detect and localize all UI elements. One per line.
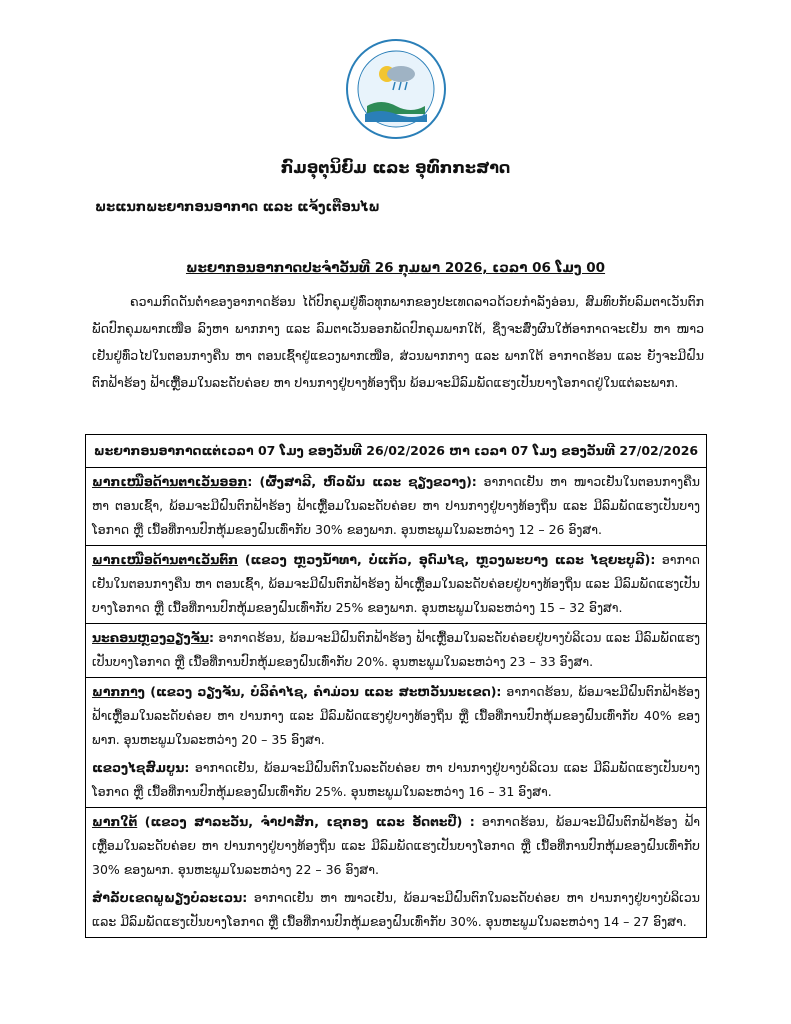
region-name: ພາກໃຕ້: [92, 814, 138, 829]
region-name: ພາກກາງ: [92, 684, 145, 699]
region-paragraph: [92, 756, 700, 804]
region-provinces: (ແຂວງ ສາລະວັນ, ຈໍາປາສັກ, ເຊກອງ ແລະ ອັດຕະປື) :: [137, 814, 475, 829]
region-paragraph: [92, 470, 700, 542]
region-name: ພາກເໜືອດ້ານຕາເວັນອອກ: [92, 474, 248, 489]
region-paragraph: [92, 680, 700, 752]
region-provinces: :: [209, 630, 214, 645]
department-logo: [345, 38, 447, 140]
region-cell: [86, 468, 707, 546]
forecast-intro: ຄວາມກົດດັນຕໍ່າຂອງອາກາດຮ້ອນ ໄດ້ປົກຄຸມຢູ່ທົ່ວທຸກພາກຂອງປະເທດລາວດ້ວຍກໍາລັງອ່ອນ, ສົມທົບກັບລົມຕາເວັນຕົກພັດປົກຄຸມພາກເໜືອ ລົງຫາ ພາກກາງ ແລະ ລົມຕາເວັນອອກພັດປົກຄຸມພາກໃຕ້, ຊຶ່ງຈະສົ່ງຜົນໃຫ້ອາກາດຈະເຢັນ ຫາ ໜາວເຢັນຢູ່ທົ່ວໄປໃນຕອນກາງຄືນ ຫາ ຕອນເຊົ້າຢູ່ແຂວງພາກເໜືອ, ສ່ວນພາກກາງ ແລະ ພາກໃຕ້ ອາກາດຮ້ອນ ແລະ ຍັງຈະມີຝົນຕົກຟ້າຮ້ອງ ຟ້າເຫຼື້ອມໃນລະດັບຄ່ອຍ ຫາ ປານກາງຢູ່ບາງທ້ອງຖິ່ນ ພ້ອມຈະມີລົມພັດແຮງເປັນບາງໂອກາດຢູ່ໃນແຕ່ລະພາກ.: [92, 294, 704, 390]
region-cell: [86, 546, 707, 624]
region-row: [86, 624, 707, 678]
region-name: ພາກເໜືອດ້ານຕາເວັນຕົກ: [92, 552, 239, 567]
region-paragraph: [92, 886, 700, 934]
table-header-row: [86, 435, 707, 468]
region-forecast-text: ອາກາດເຢັນ ຫາ ໜາວເຢັນໃນຕອນກາງຄືນ ຫາ ຕອນເຊົ້າ, ພ້ອມຈະມີຝົນຕົກຟ້າຮ້ອງ ຟ້າເຫຼື້ອມໃນລະດັບຄ່ອຍ ຫາ ປານກາງຢູ່ບາງທ້ອງຖິ່ນ ແລະ ມີລົມພັດແຮງເປັນບາງໂອກາດ ຫຼື ເນື້ອທີ່ການປົກຫຸ້ມຂອງຝົນເທົ່າກັບ 30% ຂອງພາກ. ອຸນຫະພູມໃນລະຫວ່າງ 12 – 26 ອົງສາ.: [92, 474, 700, 537]
region-cell: [86, 808, 707, 938]
region-cell: [86, 624, 707, 678]
region-row: [86, 546, 707, 624]
region-row: [86, 678, 707, 808]
region-provinces: :: [242, 890, 248, 905]
region-forecast-text: ອາກາດຮ້ອນ, ພ້ອມຈະມີຝົນຕົກຟ້າຮ້ອງ ຟ້າເຫຼື້ອມໃນລະດັບຄ່ອຍຢູ່ບາງບໍລິເວນ ແລະ ມີລົມພັດແຮງເປັນບາງໂອກາດ ຫຼື ເນື້ອທີ່ການປົກຫຸ້ມຂອງຝົນເທົ່າກັບ 20%. ອຸນຫະພູມໃນລະຫວ່າງ 23 – 33 ອົງສາ.: [92, 630, 700, 669]
region-row: [86, 808, 707, 938]
region-row: [86, 468, 707, 546]
region-forecast-text: ອາກາດຮ້ອນ, ພ້ອມຈະມີຝົນຕົກຟ້າຮ້ອງ ຟ້າເຫຼື້ອມໃນລະດັບຄ່ອຍ ຫາ ປານກາງຢູ່ບາງທ້ອງຖິ່ນ ແລະ ມີລົມພັດແຮງເປັນບາງໂອກາດ ຫຼື ເນື້ອທີ່ການປົກຫຸ້ມຂອງຝົນເທົ່າກັບ 30% ຂອງພາກ. ອຸນຫະພູມໃນລະຫວ່າງ 22 – 36 ອົງສາ.: [92, 814, 700, 877]
region-name: ນະຄອນຫຼວງວຽງຈັນ: [92, 630, 209, 645]
division-name: ພະແນກພະຍາກອນອາກາດ ແລະ ແຈ້ງເຕືອນໄພ: [95, 200, 380, 215]
region-provinces: : (ຜົ້ງສາລີ, ຫົວພັນ ແລະ ຊຽງຂວາງ):: [247, 474, 477, 489]
region-provinces: (ແຂວງ ວຽງຈັນ, ບໍລິຄໍາໄຊ, ຄໍາມ່ວນ ແລະ ສະຫວັນນະເຂດ):: [144, 684, 502, 699]
region-provinces: :: [184, 760, 190, 775]
table-header: ພະຍາກອນອາກາດແຕ່ເວລາ 07 ໂມງ ຂອງວັນທີ 26/02/2026 ຫາ ເວລາ 07 ໂມງ ຂອງວັນທີ 27/02/2026: [86, 435, 707, 468]
region-forecast-text: ອາກາດເຢັນໃນຕອນກາງຄືນ ຫາ ຕອນເຊົ້າ, ພ້ອມຈະມີຝົນຕົກຟ້າຮ້ອງ ຟ້າເຫຼື້ອມໃນລະດັບຄ່ອຍຢູ່ບາງທ້ອງຖິ່ນ ແລະ ມີລົມພັດແຮງເປັນບາງໂອກາດ ຫຼື ເນື້ອທີ່ການປົກຫຸ້ມຂອງຝົນເທົ່າກັບ 25% ຂອງພາກ. ອຸນຫະພູມໃນລະຫວ່າງ 15 – 32 ອົງສາ.: [92, 552, 700, 615]
region-forecast-text: ອາກາດເຢັນ ຫາ ໜາວເຢັນ, ພ້ອມຈະມີຝົນຕົກໃນລະດັບຄ່ອຍ ຫາ ປານກາງຢູ່ບາງບໍລິເວນ ແລະ ມີລົມພັດແຮງເປັນບາງໂອກາດ ຫຼື ເນື້ອທີ່ການປົກຫຸ້ມຂອງຝົນເທົ່າກັບ 30%. ອຸນຫະພູມໃນລະຫວ່າງ 14 – 27 ອົງສາ.: [92, 890, 700, 929]
region-forecast-text: ອາກາດເຢັນ, ພ້ອມຈະມີຝົນຕົກໃນລະດັບຄ່ອຍ ຫາ ປານກາງຢູ່ບາງບໍລິເວນ ແລະ ມີລົມພັດແຮງເປັນບາງໂອກາດ ຫຼື ເນື້ອທີ່ການປົກຫຸ້ມຂອງຝົນເທົ່າກັບ 25%. ອຸນຫະພູມໃນລະຫວ່າງ 16 – 31 ອົງສາ.: [92, 760, 700, 799]
forecast-title: ພະຍາກອນອາກາດປະຈໍາວັນທີ 26 ກຸມພາ 2026, ເວລາ 06 ໂມງ 00: [185, 260, 606, 276]
region-forecast-text: ອາກາດຮ້ອນ, ພ້ອມຈະມີຝົນຕົກຟ້າຮ້ອງ ຟ້າເຫຼື້ອມໃນລະດັບຄ່ອຍ ຫາ ປານກາງ ແລະ ມີລົມພັດແຮງຢູ່ບາງທ້ອງຖິ່ນ ຫຼື ເນື້ອທີ່ການປົກຫຸ້ມຂອງຝົນເທົ່າກັບ 40% ຂອງພາກ. ອຸນຫະພູມໃນລະຫວ່າງ 20 – 35 ອົງສາ.: [92, 684, 700, 747]
region-paragraph: [92, 810, 700, 882]
forecast-table: [85, 434, 707, 938]
region-paragraph: [92, 626, 700, 674]
region-paragraph: [92, 548, 700, 620]
region-cell: [86, 678, 707, 808]
region-name: ແຂວງໄຊສົມບູນ: [92, 760, 185, 775]
department-name: ກົມອຸຕຸນິຍົມ ແລະ ອຸທົກກະສາດ: [280, 158, 511, 177]
region-name: ສໍາລັບເຂດພູພຽງບໍລະເວນ: [92, 890, 243, 905]
region-provinces: (ແຂວງ ຫຼວງນໍ້າທາ, ບໍ່ແກ້ວ, ອຸດົມໄຊ, ຫຼວງພະບາງ ແລະ ໄຊຍະບູລີ):: [238, 552, 656, 567]
